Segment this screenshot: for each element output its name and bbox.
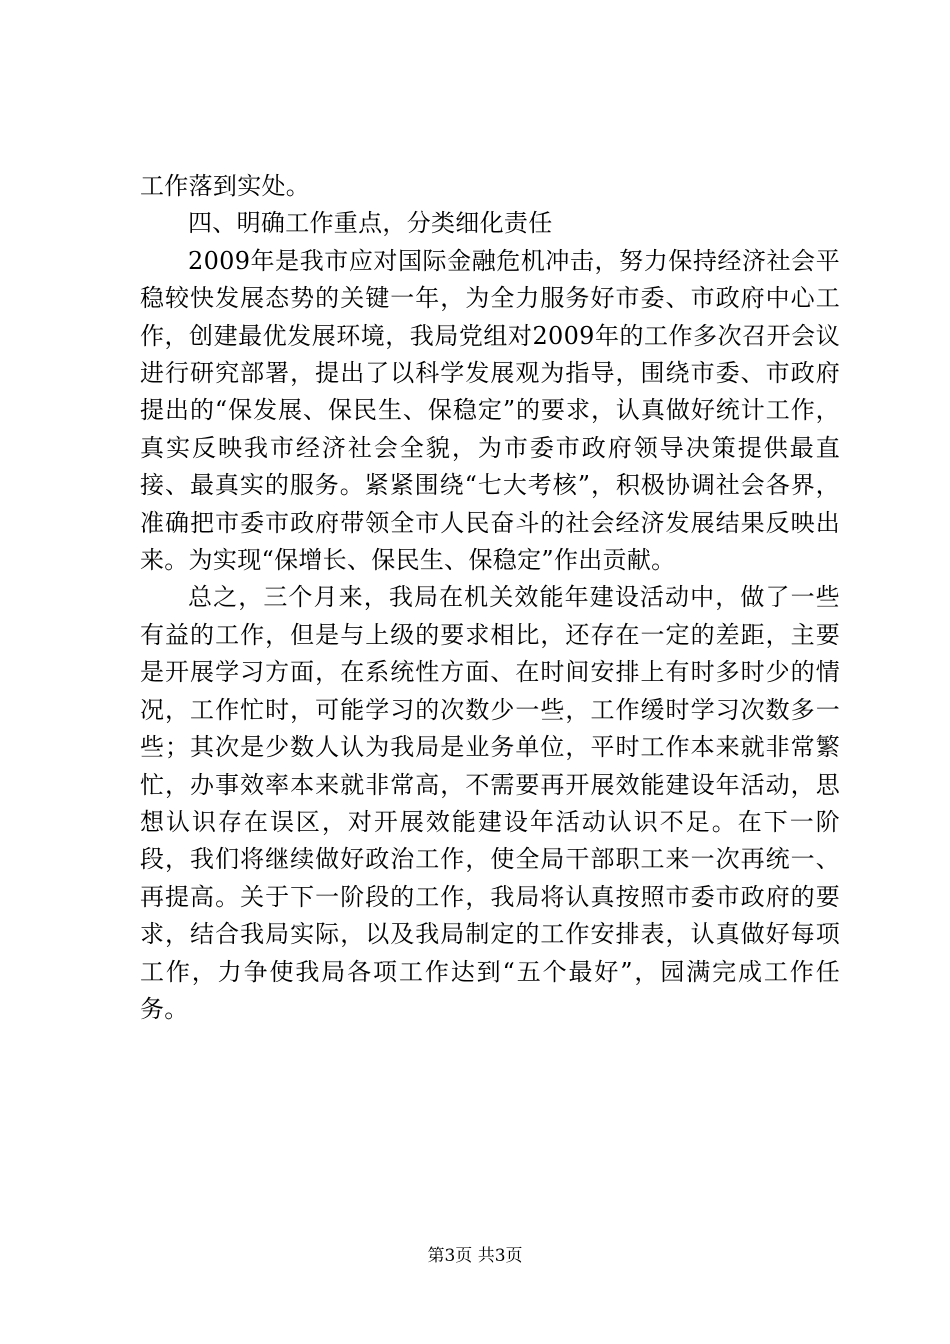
paragraph-continuation: 工作落到实处。	[140, 172, 311, 200]
section-heading: 四、明确工作重点，分类细化责任	[188, 209, 553, 238]
page-number-footer: 第3页 共3页	[427, 1246, 523, 1266]
document-body	[140, 168, 840, 1028]
paragraph-work-focus: 2009年是我市应对国际金融危机冲击，努力保持经济社会平稳较快发展态势的关键一年，为全力服务好市委、市政府中心工作，创建最优发展环境，我局党组对2009年的工作多次召开会议进行研究部署，提出了以科学发展观为指导，围绕市委、市政府提出的“保发展、保民生、保稳定”的要求，认真做好统计工作，真实反映我市经济社会全貌，为市委市政府领导决策提供最直接、最真实的服务。紧紧围绕“七大考核”，积极协调社会各界，准确把市委市政府带领全市人民奋斗的社会经济发展结果反映出来。为实现“保增长、保民生、保稳定”作出贡献。	[140, 246, 840, 575]
paragraph-summary: 总之，三个月来，我局在机关效能年建设活动中，做了一些有益的工作，但是与上级的要求相比，还存在一定的差距，主要是开展学习方面，在系统性方面、在时间安排上有时多时少的情况，工作忙时，可能学习的次数少一些，工作缓时学习次数多一些；其次是少数人认为我局是业务单位，平时工作本来就非常繁忙，办事效率本来就非常高，不需要再开展效能建设年活动，思想认识存在误区，对开展效能建设年活动认识不足。在下一阶段，我们将继续做好政治工作，使全局干部职工来一次再统一、再提高。关于下一阶段的工作，我局将认真按照市委市政府的要求，结合我局实际，以及我局制定的工作安排表，认真做好每项工作，力争使我局各项工作达到“五个最好”，园满完成工作任务。	[140, 583, 840, 1023]
